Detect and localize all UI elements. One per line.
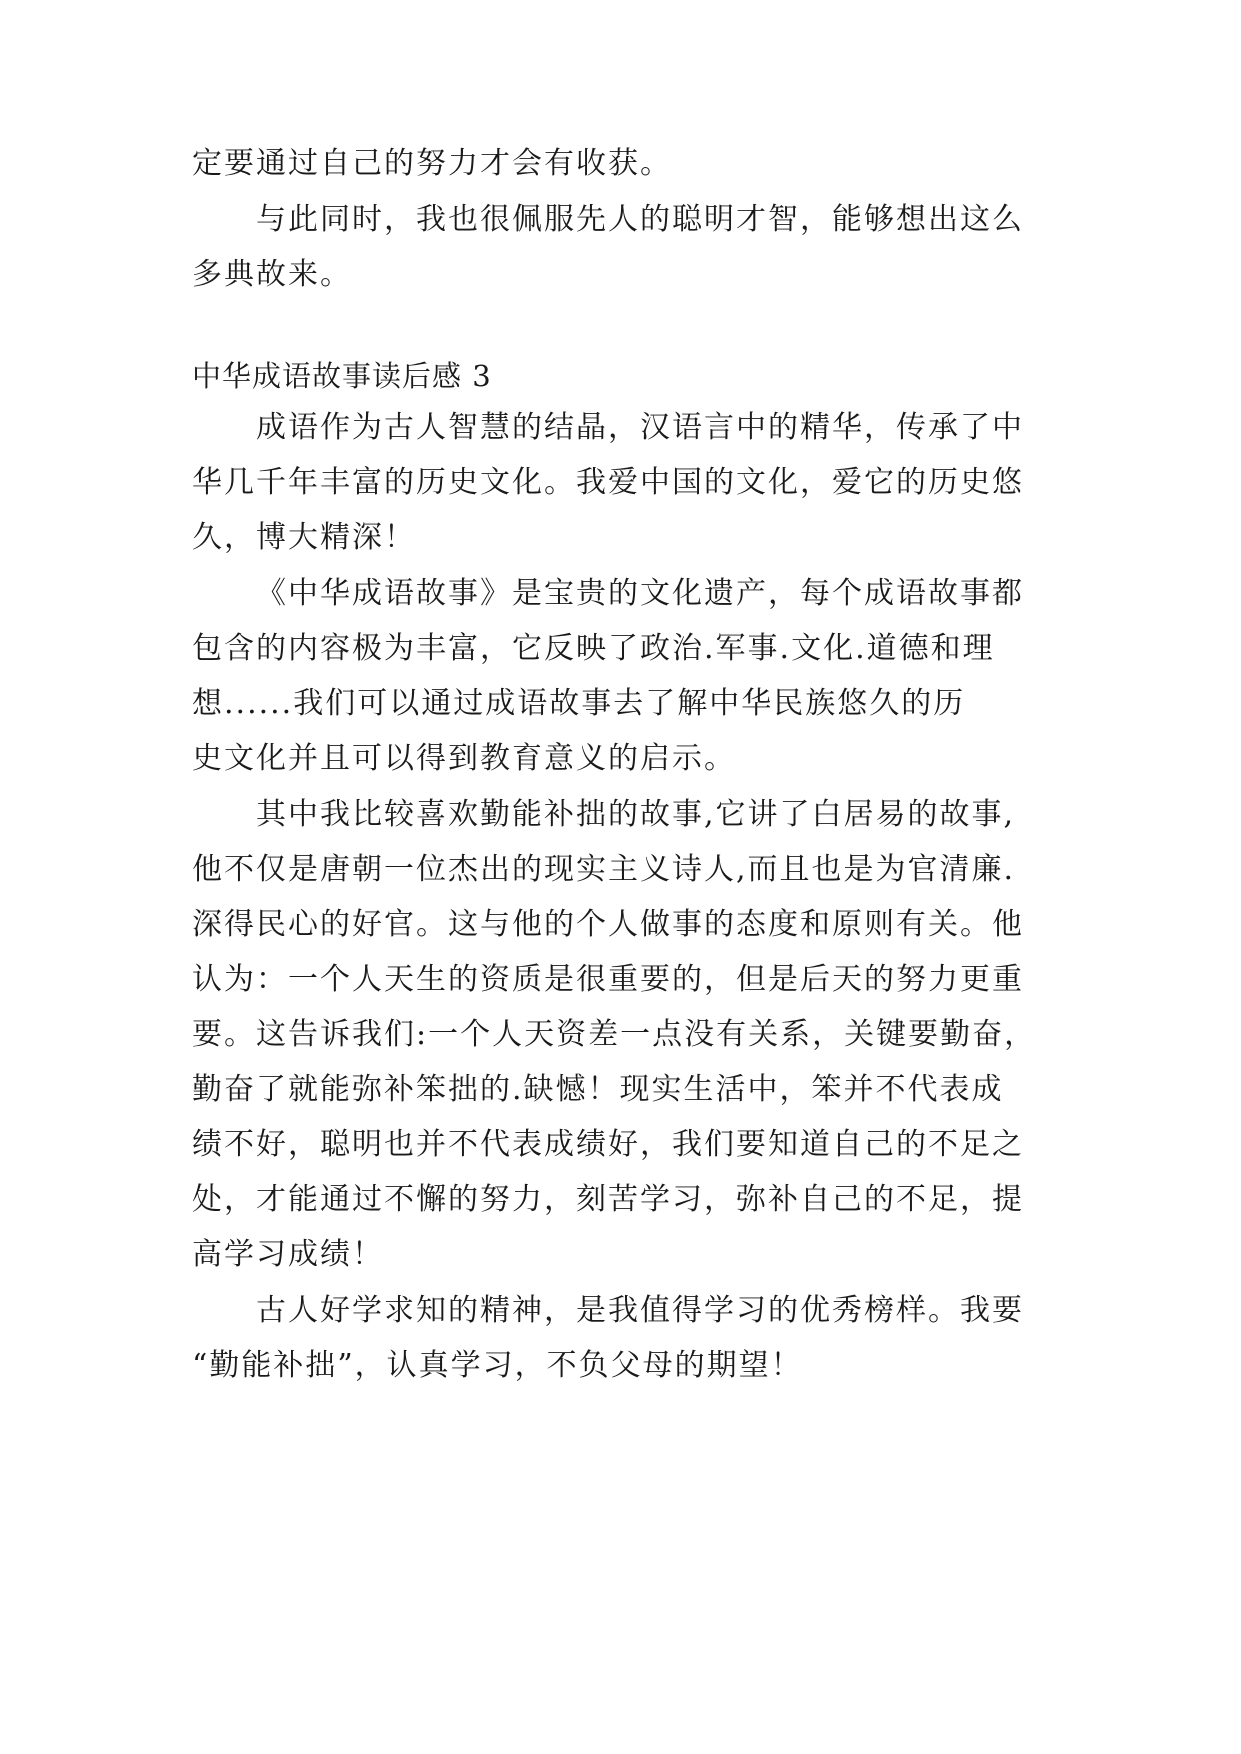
paragraph-line: 绩不好，聪明也并不代表成绩好，我们要知道自己的不足之	[192, 1127, 1024, 1162]
paragraph-line: 与此同时，我也很佩服先人的聪明才智，能够想出这么	[256, 202, 1024, 237]
paragraph-line: 高学习成绩！	[192, 1237, 384, 1272]
section-title: 中华成语故事读后感 3	[192, 359, 492, 393]
paragraph-line: 他不仅是唐朝一位杰出的现实主义诗人,而且也是为官清廉.	[192, 852, 1016, 887]
paragraph-line: 处，才能通过不懈的努力，刻苦学习，弥补自己的不足，提	[192, 1182, 1024, 1217]
paragraph-line: “勤能补拙”，认真学习，不负父母的期望！	[192, 1348, 803, 1383]
paragraph-line: 华几千年丰富的历史文化。我爱中国的文化，爱它的历史悠	[192, 465, 1024, 500]
paragraph-line: 勤奋了就能弥补笨拙的.缺憾！现实生活中，笨并不代表成	[192, 1072, 1004, 1107]
paragraph-line: 史文化并且可以得到教育意义的启示。	[192, 741, 736, 776]
paragraph-line: 成语作为古人智慧的结晶，汉语言中的精华，传承了中	[256, 410, 1024, 445]
paragraph-line: 认为：一个人天生的资质是很重要的，但是后天的努力更重	[192, 962, 1024, 997]
paragraph-line: 古人好学求知的精神，是我值得学习的优秀榜样。我要	[256, 1293, 1024, 1328]
paragraph-line: 深得民心的好官。这与他的个人做事的态度和原则有关。他	[192, 907, 1024, 942]
paragraph-line: 定要通过自己的努力才会有收获。	[192, 146, 672, 181]
paragraph-line: 包含的内容极为丰富，它反映了政治.军事.文化.道德和理	[192, 631, 995, 666]
paragraph-line: 要。这告诉我们:一个人天资差一点没有关系，关键要勤奋，	[192, 1017, 1037, 1052]
paragraph-line: 想......我们可以通过成语故事去了解中华民族悠久的历	[192, 686, 966, 721]
paragraph-line: 久，博大精深！	[192, 520, 416, 555]
paragraph-line: 《中华成语故事》是宝贵的文化遗产，每个成语故事都	[256, 576, 1024, 611]
paragraph-line: 多典故来。	[192, 257, 352, 292]
paragraph-line: 其中我比较喜欢勤能补拙的故事,它讲了白居易的故事,	[256, 797, 1016, 832]
